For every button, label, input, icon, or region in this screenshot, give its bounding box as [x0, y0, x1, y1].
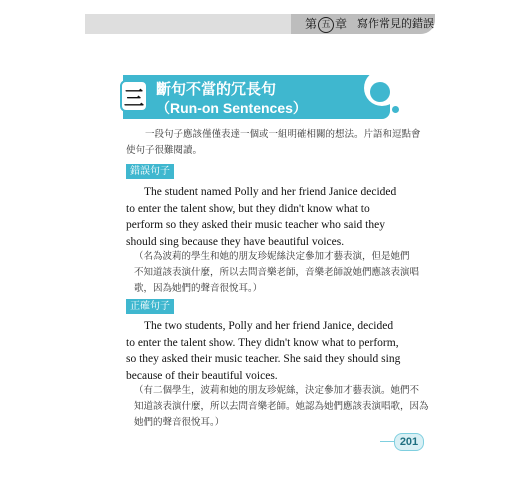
wrong-example-english	[126, 184, 396, 250]
example-line: to enter the talent show. They didn't know what to perform,	[126, 336, 399, 349]
correct-example-translation	[134, 383, 429, 431]
intro-line: 一段句子應該僅僅表達一個或一組明確相關的想法。片語和逗點會	[145, 129, 421, 140]
wrong-sentence-label: 錯誤句子	[126, 164, 174, 179]
translation-line: （名為波莉的學生和她的朋友珍妮絲決定參加才藝表演，但是她們	[134, 251, 410, 262]
example-line: because of their beautiful voices.	[126, 369, 278, 382]
example-line: The two students, Polly and her friend Janice, decided	[144, 320, 394, 332]
example-line: The student named Polly and her friend Janice decided	[144, 186, 397, 198]
page-number: 201	[394, 433, 424, 451]
chapter-title: 寫作常見的錯誤	[357, 17, 434, 30]
section-title-english: （Run-on Sentences）	[156, 100, 307, 116]
chapter-suffix: 章	[335, 17, 348, 31]
translation-line: 歌，因為她們的聲音很悅耳。）	[134, 283, 263, 294]
translation-line: 她們的聲音很悅耳。）	[134, 417, 225, 428]
translation-line: 不知道該表演什麼，所以去問音樂老師，音樂老師說她們應該表演唱	[134, 267, 420, 278]
translation-line: （有二個學生，波莉和她的朋友珍妮絲，決定參加才藝表演。她們不	[134, 385, 420, 396]
example-line: should sing because they have beautiful voices.	[126, 235, 345, 248]
decorative-dot-large	[370, 82, 390, 102]
section-number-badge: 三	[120, 80, 148, 112]
correct-sentence-label: 正確句子	[126, 299, 174, 314]
chapter-number	[305, 14, 347, 34]
correct-example-english	[126, 318, 401, 384]
intro-paragraph	[126, 127, 421, 159]
page-header	[85, 14, 435, 34]
translation-line: 知道該表演什麼，所以去問音樂老師。她認為她們應該表演唱歌，因為	[134, 401, 429, 412]
chapter-heading	[291, 14, 435, 34]
example-line: so they asked their music teacher. She said they should sing	[126, 353, 401, 365]
wrong-example-translation	[134, 249, 419, 297]
section-title-chinese: 斷句不當的冗長句	[156, 80, 277, 98]
intro-line: 使句子很難閱讀。	[126, 145, 203, 156]
example-line: to enter the talent show, but they didn't know what to	[126, 202, 370, 215]
decorative-dot-small	[392, 106, 399, 113]
chapter-number-circle: 五	[318, 17, 334, 33]
example-line: perform so they asked their music teacher who said they	[126, 219, 385, 231]
chapter-prefix: 第	[305, 17, 318, 31]
